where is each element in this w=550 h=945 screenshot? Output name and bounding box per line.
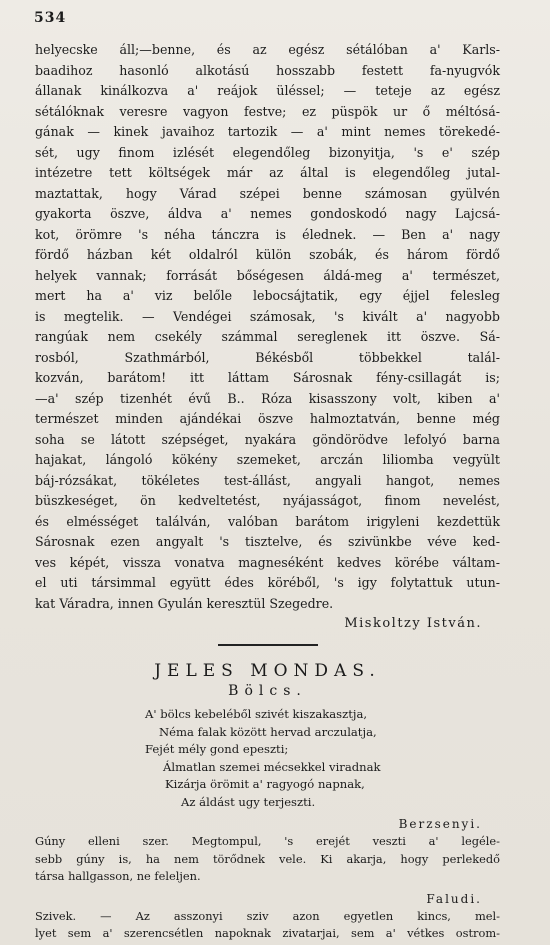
saying-line: Gúny elleni szer. Megtompul, 's erejét veszti a' legéle-: [35, 834, 500, 848]
paragraph-line: kat Váradra, innen Gyulán keresztül Szegedre.: [35, 595, 334, 611]
paragraph-line: is megtelik. — Vendégei számosak, 's kivált a' nagyobb: [35, 308, 500, 324]
paragraph-line: és elmésséget találván, valóban barátom irigyleni kezdettük: [35, 513, 500, 529]
paragraph-line: hajakat, lángoló kökény szemeket, arczán liliomba vegyült: [35, 452, 500, 467]
poem-line: Az áldást ugy terjeszti.: [181, 794, 316, 809]
page-number: 534: [34, 10, 67, 26]
saying-line: lyet sem a' szerencsétlen napoknak zivatarjai, sem a' vétkes ostrom-: [35, 926, 500, 940]
paragraph-line: kozván, barátom! itt láttam Sárosnak fény-csillagát is;: [35, 370, 500, 385]
paragraph-line: el uti társimmal együtt édes köréből, 's igy folytattuk utun-: [35, 575, 500, 590]
paragraph-line: sét, ugy finom izlését elegendőleg bizonyitja, 's e' szép: [35, 144, 500, 160]
paragraph-line: rangúak nem csekély számmal sereglenek itt öszve. Sá-: [35, 329, 500, 344]
paragraph-line: soha se látott szépséget, nyakára göndörödve lefolyó barna: [35, 431, 500, 447]
paragraph-line: helyecske áll;—benne, és az egész sétálóban a' Karls-: [35, 42, 500, 57]
paragraph-line: baadihoz hasonló alkotású hosszabb festett fa-nyugvók: [35, 62, 500, 78]
paragraph-line: büszkeséget, ön kedveltetést, nyájasságot, finom nevelést,: [35, 493, 500, 508]
paragraph-line: fördő házban két oldalról külön szobák, és három fördő: [35, 247, 500, 262]
paragraph-line: ves képét, vissza vonatva magneséként kedves körébe váltam-: [35, 554, 500, 570]
section-divider: [218, 644, 318, 646]
paragraph-line: rosból, Szathmárból, Békésből többekkel talál-: [35, 349, 500, 365]
author-signature: Miskoltzy István.: [344, 616, 482, 631]
travel-paragraph: [35, 40, 500, 614]
paragraph-line: Sárosnak ezen angyalt 's tisztelve, és szivünkbe véve ked-: [35, 534, 500, 549]
paragraph-line: természet minden ajándékai öszve halmoztatván, benne még: [35, 411, 500, 426]
paragraph-line: mert ha a' viz belőle lebocsájtatik, egy éjjel felesleg: [35, 288, 500, 303]
section-title: JELES MONDAS.: [154, 661, 381, 681]
saying-gunv: [35, 833, 500, 886]
paragraph-line: kot, örömre 's néha tánczra is élednek. — Ben a' nagy: [35, 226, 500, 242]
text-column: [35, 40, 500, 943]
poem-line: Álmatlan szemei mécsekkel viradnak: [163, 759, 381, 774]
poem-line: A' bölcs kebeléből szivét kiszakasztja,: [145, 707, 368, 721]
saying-szivek: [35, 908, 500, 943]
poem-line: Kizárja örömit a' ragyogó napnak,: [165, 777, 365, 791]
paragraph-line: báj-rózsákat, tökéletes test-állást, angyali hangot, nemes: [35, 472, 500, 488]
poem-line: Néma falak között hervad arczulatja,: [159, 724, 377, 739]
paragraph-line: —a' szép tizenhét évű B.. Róza kisasszony volt, kiben a': [35, 390, 500, 406]
saying-line: sebb gúny is, ha nem törődnek vele. Ki akarja, hogy perlekedő: [35, 851, 500, 866]
section-subtitle: Bölcs.: [228, 683, 307, 699]
paragraph-line: sétálóknak veresre vagyon festve; ez püspök ur ő méltósá-: [35, 103, 500, 119]
saying-line: Szivek. — Az asszonyi sziv azon egyetlen kincs, mel-: [35, 908, 500, 923]
paragraph-line: maztattak, hogy Várad szépei benne számosan gyülvén: [35, 185, 500, 201]
saying-line: társa hallgasson, ne feleljen.: [35, 869, 201, 883]
poem-author: Berzsenyi.: [398, 817, 482, 831]
paragraph-line: gyakorta öszve, áldva a' nemes gondoskodó nagy Lajcsá-: [35, 206, 500, 221]
paragraph-line: állanak kinálkozva a' reájok üléssel; — teteje az egész: [35, 83, 500, 98]
paragraph-line: intézetre tett költségek már az által is elegendőleg jutal-: [35, 165, 500, 180]
saying-author: Faludi.: [426, 891, 482, 906]
poem-line: Fejét mély gond epeszti;: [145, 742, 289, 756]
paragraph-line: gának — kinek javaihoz tartozik — a' mint nemes törekedé-: [35, 124, 500, 139]
poem: [145, 706, 500, 811]
paragraph-line: helyek vannak; forrását bőségesen áldá-meg a' természet,: [35, 267, 500, 283]
